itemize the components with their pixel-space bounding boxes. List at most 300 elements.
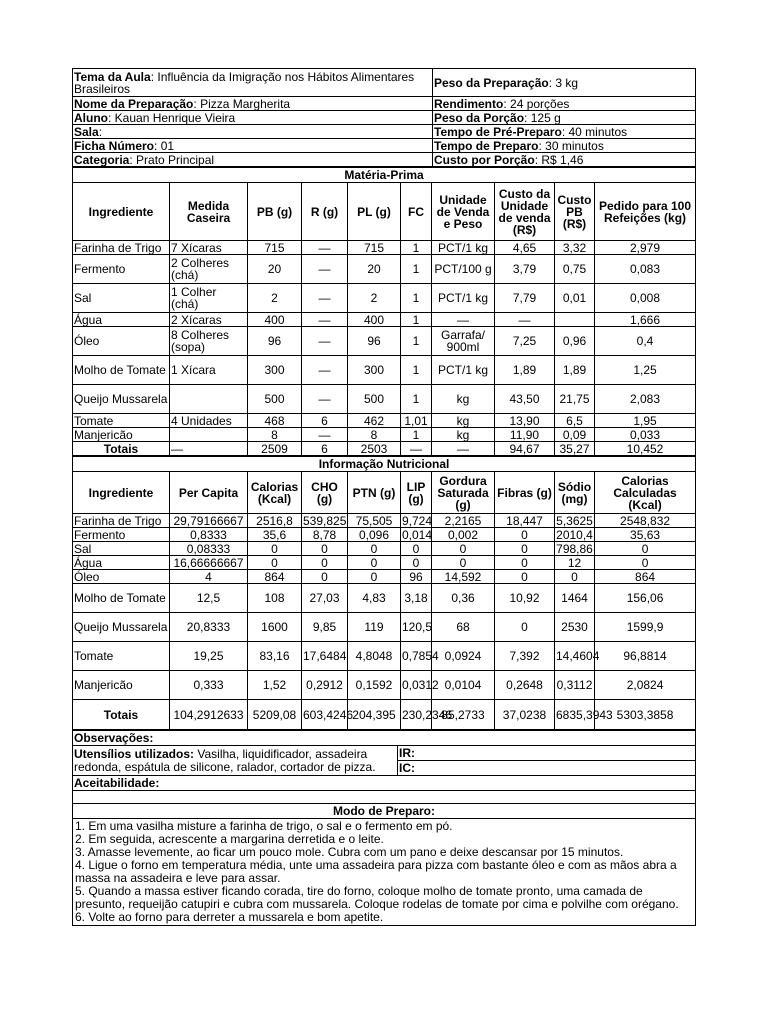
nutri-value-cell: 2516,8 (248, 514, 302, 528)
nutri-value-cell: 2548,832 (595, 514, 696, 528)
materia-ingredient-cell: Molho de Tomate (73, 356, 170, 385)
header-row (73, 125, 696, 139)
nutri-totals-row (73, 700, 696, 730)
nutri-value-cell: 2,2165 (432, 514, 495, 528)
nutri-value-cell: 9,85 (302, 613, 348, 642)
nutri-value-cell: 0 (495, 528, 555, 542)
nutri-value-cell: 29,79166667 (170, 514, 248, 528)
nutri-value-cell: 35,63 (595, 528, 696, 542)
materia-value-cell: 3,32 (555, 241, 595, 255)
materia-value-cell: 8 (348, 428, 401, 442)
preparation-steps (73, 819, 696, 926)
materia-row (73, 356, 696, 385)
nutri-value-cell: 0,096 (348, 528, 401, 542)
nutri-value-cell: 0 (495, 556, 555, 570)
materia-header-row (73, 183, 696, 241)
nutri-row (73, 556, 696, 570)
materia-value-cell: 96 (248, 327, 302, 356)
materia-value-cell: 715 (348, 241, 401, 255)
nutri-value-cell: 6835,3943 (555, 700, 595, 730)
materia-value-cell: 4 Unidades (170, 414, 248, 428)
nutri-value-cell: 120,5 (401, 613, 432, 642)
nutri-value-cell: 4 (170, 570, 248, 584)
materia-value-cell: 1,95 (595, 414, 696, 428)
header-l-value: 01 (160, 138, 175, 153)
materia-value-cell: 1 (401, 241, 432, 255)
nutri-column-header: Fibras (g) (495, 472, 555, 514)
materia-value-cell: 6,5 (555, 414, 595, 428)
preparation-step: 2. Em seguida, acrescente a margarina derretida e o leite. (75, 832, 384, 846)
nutrition-title: Informação Nutricional (73, 457, 696, 472)
header-row (73, 69, 696, 97)
nutri-value-cell: 27,03 (302, 584, 348, 613)
materia-value-cell: 1,25 (595, 356, 696, 385)
materia-value-cell: 3,79 (495, 255, 555, 284)
materia-value-cell: — (432, 442, 495, 456)
nutri-ingredient-cell: Tomate (73, 642, 170, 671)
nutri-value-cell: 85,2733 (432, 700, 495, 730)
nutri-value-cell: 75,505 (348, 514, 401, 528)
nutri-value-cell: 5209,08 (248, 700, 302, 730)
header-r-value: R$ 1,46 (541, 152, 584, 167)
materia-row (73, 284, 696, 313)
materia-value-cell: 2 Xícaras (170, 313, 248, 327)
nutri-column-header: PTN (g) (348, 472, 401, 514)
nutri-column-header: Calorias (Kcal) (248, 472, 302, 514)
materia-value-cell: 7 Xícaras (170, 241, 248, 255)
materia-ingredient-cell: Totais (73, 442, 170, 456)
materia-value-cell: 0,083 (595, 255, 696, 284)
nutri-value-cell: 14,4604 (555, 642, 595, 671)
header-row (73, 153, 696, 167)
materia-value-cell: 715 (248, 241, 302, 255)
materia-value-cell: PCT/100 g (432, 255, 495, 284)
nutri-column-header: CHO (g) (302, 472, 348, 514)
nutri-row (73, 542, 696, 556)
header-r-label: Peso da Porção (434, 110, 525, 125)
nutri-value-cell: 83,16 (248, 642, 302, 671)
materia-row (73, 385, 696, 414)
nutri-value-cell: 9,724 (402, 513, 433, 528)
materia-value-cell: 4,65 (495, 241, 555, 255)
materia-value-cell: 35,27 (555, 442, 595, 456)
materia-ingredient-cell: Tomate (73, 414, 170, 428)
nutri-value-cell: 156,06 (595, 584, 696, 613)
materia-value-cell: — (302, 284, 348, 313)
nutri-value-cell: 0 (595, 542, 696, 556)
materia-row (73, 313, 696, 327)
materia-row (73, 327, 696, 356)
nutri-value-cell: 864 (248, 570, 302, 584)
materia-value-cell: — (170, 442, 248, 456)
nutri-ingredient-cell: Óleo (73, 570, 170, 584)
nutri-ingredient-cell: Queijo Mussarela (73, 613, 170, 642)
acceptability-label: Aceitabilidade: (73, 776, 696, 791)
materia-value-cell: 1 Colher (chá) (170, 284, 248, 313)
materia-value-cell: 94,67 (495, 442, 555, 456)
materia-column-header: Medida Caseira (170, 183, 248, 241)
materia-value-cell: 300 (348, 356, 401, 385)
nutri-value-cell: 0 (302, 570, 348, 584)
header-r-value: 30 minutos (545, 138, 604, 153)
materia-value-cell: kg (432, 414, 495, 428)
materia-value-cell: PCT/1 kg (432, 356, 495, 385)
materia-value-cell: 2 Colheres (chá) (170, 255, 248, 284)
nutri-value-cell: 96,8814 (595, 642, 696, 671)
recipe-sheet (72, 68, 695, 926)
materia-value-cell: 1,89 (555, 356, 595, 385)
materia-value-cell: — (302, 241, 348, 255)
materia-value-cell: 1,01 (401, 414, 432, 428)
nutri-value-cell: 8,78 (302, 528, 348, 542)
materia-value-cell: 0,4 (595, 327, 696, 356)
nutri-ingredient-cell: Sal (73, 542, 170, 556)
nutri-ingredient-cell: Molho de Tomate (73, 584, 170, 613)
materia-value-cell: 1 (401, 284, 432, 313)
utensils-label: Utensílios utilizados: (74, 746, 195, 761)
nutri-value-cell: 17,6484 (302, 642, 348, 671)
nutri-value-cell: 0,2648 (495, 671, 555, 700)
materia-ingredient-cell: Óleo (73, 327, 170, 356)
nutri-value-cell: 539,825 (303, 513, 347, 528)
materia-value-cell: kg (432, 385, 495, 414)
materia-value-cell: 1 (401, 313, 432, 327)
header-r-cell: Peso da Porção: 125 g (433, 111, 696, 125)
materia-value-cell: 1,89 (495, 356, 555, 385)
nutri-value-cell: 12,5 (170, 584, 248, 613)
materia-value-cell (170, 385, 248, 414)
header-row (73, 139, 696, 153)
materia-value-cell: kg (432, 428, 495, 442)
nutri-value-cell: 37,0238 (495, 700, 555, 730)
nutri-ingredient-cell: Manjericão (73, 671, 170, 700)
nutri-value-cell: 0,333 (170, 671, 248, 700)
nutri-row (73, 528, 696, 542)
materia-value-cell (555, 313, 595, 327)
nutri-column-header: Gordura Saturada (g) (432, 472, 495, 514)
header-l-cell: Sala: (73, 125, 433, 139)
nutri-ingredient-cell: Farinha de Trigo (73, 514, 170, 528)
materia-value-cell: — (302, 255, 348, 284)
materia-value-cell: 2 (348, 284, 401, 313)
nutri-value-cell: 0,0104 (432, 671, 495, 700)
nutri-value-cell: 0 (401, 542, 432, 556)
nutrition-table (72, 456, 696, 730)
nutri-header-row (73, 472, 696, 514)
materia-value-cell: 0,033 (595, 428, 696, 442)
header-r-cell: Rendimento: 24 porções (433, 97, 696, 111)
nutri-value-cell: 0,8333 (170, 528, 248, 542)
nutri-value-cell: 20,8333 (170, 613, 248, 642)
nutri-value-cell: 18,447 (495, 514, 555, 528)
nutri-value-cell: 0 (248, 542, 302, 556)
header-l-value: Influência da Imigração nos Hábitos Alimentares Brasileiros (74, 69, 415, 96)
nutri-value-cell: 119 (348, 613, 401, 642)
header-l-value: Prato Principal (136, 152, 215, 167)
materia-value-cell: 300 (248, 356, 302, 385)
nutri-value-cell: 0 (495, 613, 555, 642)
nutri-value-cell: 1464 (555, 584, 595, 613)
header-l-label: Aluno (74, 110, 108, 125)
header-l-value: Kauan Henrique Vieira (114, 110, 236, 125)
header-r-label: Peso da Preparação (434, 75, 549, 90)
nutri-value-cell: 0 (432, 556, 495, 570)
nutri-column-header: Per Capita (170, 472, 248, 514)
preparation-step: 6. Volte ao forno para derreter a mussarela e bom apetite. (75, 910, 384, 924)
materia-prima-title: Matéria-Prima (73, 168, 696, 183)
materia-ingredient-cell: Manjericão (73, 428, 170, 442)
nutri-row (73, 671, 696, 700)
materia-value-cell: — (432, 313, 495, 327)
header-l-cell: Categoria: Prato Principal (73, 153, 433, 167)
header-l-label: Tema da Aula (74, 69, 151, 84)
nutri-value-cell: 7,392 (495, 642, 555, 671)
materia-value-cell: 0,75 (555, 255, 595, 284)
nutri-value-cell: 0,1592 (348, 671, 401, 700)
nutri-row (73, 584, 696, 613)
nutri-value-cell: 798,86 (556, 541, 593, 556)
materia-value-cell: 8 Colheres (sopa) (170, 327, 248, 356)
materia-row (73, 241, 696, 255)
header-r-label: Tempo de Preparo (434, 138, 539, 153)
nutri-value-cell: 0 (302, 556, 348, 570)
materia-column-header: Custo da Unidade de venda (R$) (495, 183, 555, 241)
nutri-value-cell: 2530 (555, 613, 595, 642)
materia-value-cell: 462 (348, 414, 401, 428)
materia-value-cell: — (302, 356, 348, 385)
header-r-value: 24 porções (510, 96, 570, 111)
materia-value-cell: 13,90 (495, 414, 555, 428)
materia-value-cell: 2 (248, 284, 302, 313)
nutri-value-cell: 0 (248, 556, 302, 570)
materia-value-cell: 6 (302, 442, 348, 456)
nutri-row (73, 642, 696, 671)
nutri-value-cell: 0,3112 (555, 671, 595, 700)
nutri-value-cell: 603,4246 (302, 700, 348, 730)
ir-label: IR: (398, 746, 696, 761)
nutri-ingredient-cell: Água (73, 556, 170, 570)
nutri-column-header: Calorias Calculadas (Kcal) (595, 472, 696, 514)
materia-value-cell: — (401, 442, 432, 456)
materia-value-cell: 2503 (348, 442, 401, 456)
materia-value-cell: — (302, 428, 348, 442)
nutri-value-cell: 2,0824 (595, 671, 696, 700)
header-r-value: 40 minutos (568, 124, 628, 139)
nutri-row (73, 514, 696, 528)
nutri-value-cell: 68 (432, 613, 495, 642)
materia-ingredient-cell: Queijo Mussarela (73, 385, 170, 414)
header-r-cell: Tempo de Pré-Preparo: 40 minutos (433, 125, 696, 139)
nutri-value-cell: 10,92 (495, 584, 555, 613)
materia-value-cell: 0,09 (555, 428, 595, 442)
materia-value-cell: 500 (348, 385, 401, 414)
nutri-value-cell: 5303,3858 (595, 700, 696, 730)
header-l-label: Nome da Preparação (74, 96, 194, 111)
materia-value-cell: — (495, 313, 555, 327)
materia-value-cell: 1 Xícara (170, 356, 248, 385)
nutri-value-cell: 0,002 (432, 528, 495, 542)
materia-value-cell: 7,79 (495, 284, 555, 313)
header-r-label: Tempo de Pré-Preparo (434, 124, 562, 139)
materia-value-cell: 21,75 (555, 385, 595, 414)
nutri-value-cell: 2010,4 (556, 527, 593, 542)
nutri-value-cell: 0 (495, 542, 555, 556)
header-l-cell: Tema da Aula: Influência da Imigração nos Hábitos Alimentares Brasileiros (73, 69, 433, 97)
nutri-value-cell: 0 (348, 570, 401, 584)
materia-value-cell: — (302, 385, 348, 414)
nutri-column-header: Ingrediente (73, 472, 170, 514)
nutri-value-cell: 0 (302, 542, 348, 556)
header-l-cell: Ficha Número: 01 (73, 139, 433, 153)
materia-column-header: Unidade de Venda e Peso (432, 183, 495, 241)
materia-ingredient-cell: Água (73, 313, 170, 327)
materia-value-cell: 1 (401, 385, 432, 414)
nutri-row (73, 570, 696, 584)
materia-value-cell: 11,90 (495, 428, 555, 442)
nutri-value-cell: 104,2912633 (170, 700, 248, 730)
materia-value-cell: 468 (248, 414, 302, 428)
header-r-cell: Tempo de Preparo: 30 minutos (433, 139, 696, 153)
nutri-value-cell: 0,014 (402, 527, 433, 542)
materia-value-cell: 10,452 (595, 442, 696, 456)
materia-value-cell: 1,666 (595, 313, 696, 327)
nutri-value-cell: 230,2346 (401, 700, 432, 730)
nutri-ingredient-cell: Totais (73, 700, 170, 730)
header-r-label: Rendimento (434, 96, 504, 111)
materia-value-cell: 500 (248, 385, 302, 414)
header-l-label: Categoria (74, 152, 130, 167)
header-table (72, 68, 696, 167)
materia-totals-row (73, 442, 696, 456)
preparation-title: Modo de Preparo: (73, 804, 696, 819)
materia-value-cell: 6 (302, 414, 348, 428)
materia-value-cell: 0,96 (555, 327, 595, 356)
nutri-value-cell: 1599,9 (595, 613, 696, 642)
header-l-label: Sala (74, 124, 99, 139)
header-r-label: Custo por Porção (434, 152, 535, 167)
materia-value-cell: 20 (248, 255, 302, 284)
nutri-value-cell: 0 (348, 542, 401, 556)
nutri-value-cell: 0 (495, 570, 555, 584)
materia-value-cell: 8 (248, 428, 302, 442)
materia-value-cell: 400 (348, 313, 401, 327)
nutri-value-cell: 0,0312 (401, 671, 432, 700)
nutri-column-header: LIP (g) (401, 472, 432, 514)
materia-value-cell: 0,008 (595, 284, 696, 313)
materia-ingredient-cell: Fermento (73, 255, 170, 284)
materia-column-header: R (g) (302, 183, 348, 241)
materia-value-cell: 96 (348, 327, 401, 356)
nutri-value-cell: 0 (348, 556, 401, 570)
materia-row (73, 255, 696, 284)
materia-column-header: FC (401, 183, 432, 241)
nutri-value-cell: 0,2912 (302, 671, 348, 700)
header-r-cell: Peso da Preparação: 3 kg (433, 69, 696, 97)
materia-value-cell: Garrafa/ 900ml (432, 327, 495, 356)
materia-value-cell: 20 (348, 255, 401, 284)
nutri-value-cell: 1600 (248, 613, 302, 642)
nutri-value-cell: 16,66666667 (170, 556, 248, 570)
header-row (73, 111, 696, 125)
nutri-value-cell: 1,52 (248, 671, 302, 700)
materia-column-header: Ingrediente (73, 183, 170, 241)
nutri-value-cell: 108 (248, 584, 302, 613)
materia-row (73, 428, 696, 442)
nutri-value-cell: 0,0924 (432, 642, 495, 671)
utensils-cell (73, 746, 398, 776)
materia-value-cell: 0,01 (555, 284, 595, 313)
materia-prima-table (72, 167, 696, 456)
materia-value-cell: 43,50 (495, 385, 555, 414)
nutri-value-cell: 19,25 (170, 642, 248, 671)
materia-value-cell: — (302, 327, 348, 356)
observations-label: Observações: (73, 731, 696, 746)
nutri-value-cell: 4,8048 (348, 642, 401, 671)
nutri-value-cell: 0,36 (432, 584, 495, 613)
materia-value-cell: 1 (401, 428, 432, 442)
nutri-value-cell: 14,592 (432, 570, 495, 584)
nutri-value-cell: 96 (401, 570, 432, 584)
spacer-row (73, 791, 696, 804)
preparation-step: 1. Em uma vasilha misture a farinha de trigo, o sal e o fermento em pó. (75, 819, 453, 833)
materia-value-cell: PCT/1 kg (432, 241, 495, 255)
header-l-cell: Nome da Preparação: Pizza Margherita (73, 97, 433, 111)
nutri-value-cell: 35,6 (248, 528, 302, 542)
preparation-step: 5. Quando a massa estiver ficando corada, tire do forno, coloque molho de tomate pronto, uma camada de presunto, requeijão catupiri e cubra com mussarela. Coloque rodelas de tomate por cima e polvilhe com orégano. (75, 884, 679, 911)
materia-value-cell: 2509 (248, 442, 302, 456)
materia-value-cell (170, 428, 248, 442)
materia-value-cell: 1 (401, 255, 432, 284)
materia-value-cell: 2,083 (595, 385, 696, 414)
materia-ingredient-cell: Farinha de Trigo (73, 241, 170, 255)
materia-value-cell: 2,979 (595, 241, 696, 255)
nutri-column-header: Sódio (mg) (555, 472, 595, 514)
nutri-row (73, 613, 696, 642)
preparation-step: 3. Amasse levemente, ao ficar um pouco mole. Cubra com um pano e deixe descansar por 15 minutos. (75, 845, 624, 859)
materia-column-header: PB (g) (248, 183, 302, 241)
materia-ingredient-cell: Sal (73, 284, 170, 313)
preparation-step: 4. Ligue o forno em temperatura média, unte uma assadeira para pizza com bastante óleo e com as mãos abra a massa na assadeira e leve para assar. (75, 858, 677, 885)
materia-value-cell: 1 (401, 356, 432, 385)
materia-column-header: Custo PB (R$) (555, 183, 595, 241)
nutri-value-cell: 0 (555, 570, 595, 584)
nutri-value-cell: 0 (595, 556, 696, 570)
header-r-value: 125 g (530, 110, 561, 125)
nutri-value-cell: 4,83 (348, 584, 401, 613)
header-row (73, 97, 696, 111)
nutri-value-cell: 0 (401, 556, 432, 570)
materia-column-header: Pedido para 100 Refeições (kg) (595, 183, 696, 241)
ic-label: IC: (398, 761, 696, 776)
materia-value-cell: 7,25 (495, 327, 555, 356)
header-l-label: Ficha Número (74, 138, 155, 153)
nutri-value-cell: 204,395 (348, 700, 401, 730)
header-l-cell: Aluno: Kauan Henrique Vieira (73, 111, 433, 125)
nutri-value-cell: 12 (555, 556, 595, 570)
nutri-value-cell: 5,3625 (556, 513, 593, 528)
nutri-value-cell: 0,7854 (401, 642, 432, 671)
nutri-value-cell: 3,18 (401, 584, 432, 613)
header-l-value: Pizza Margherita (200, 96, 291, 111)
nutri-value-cell: 0,08333 (170, 542, 248, 556)
materia-column-header: PL (g) (348, 183, 401, 241)
materia-value-cell: PCT/1 kg (432, 284, 495, 313)
materia-value-cell: 400 (248, 313, 302, 327)
utensils-value: Vasilha, liquidificador, assadeira redonda, espátula de silicone, ralador, cortador de pizza. (74, 746, 376, 774)
nutri-value-cell: 864 (595, 570, 696, 584)
header-r-value: 3 kg (555, 75, 579, 90)
materia-row (73, 414, 696, 428)
